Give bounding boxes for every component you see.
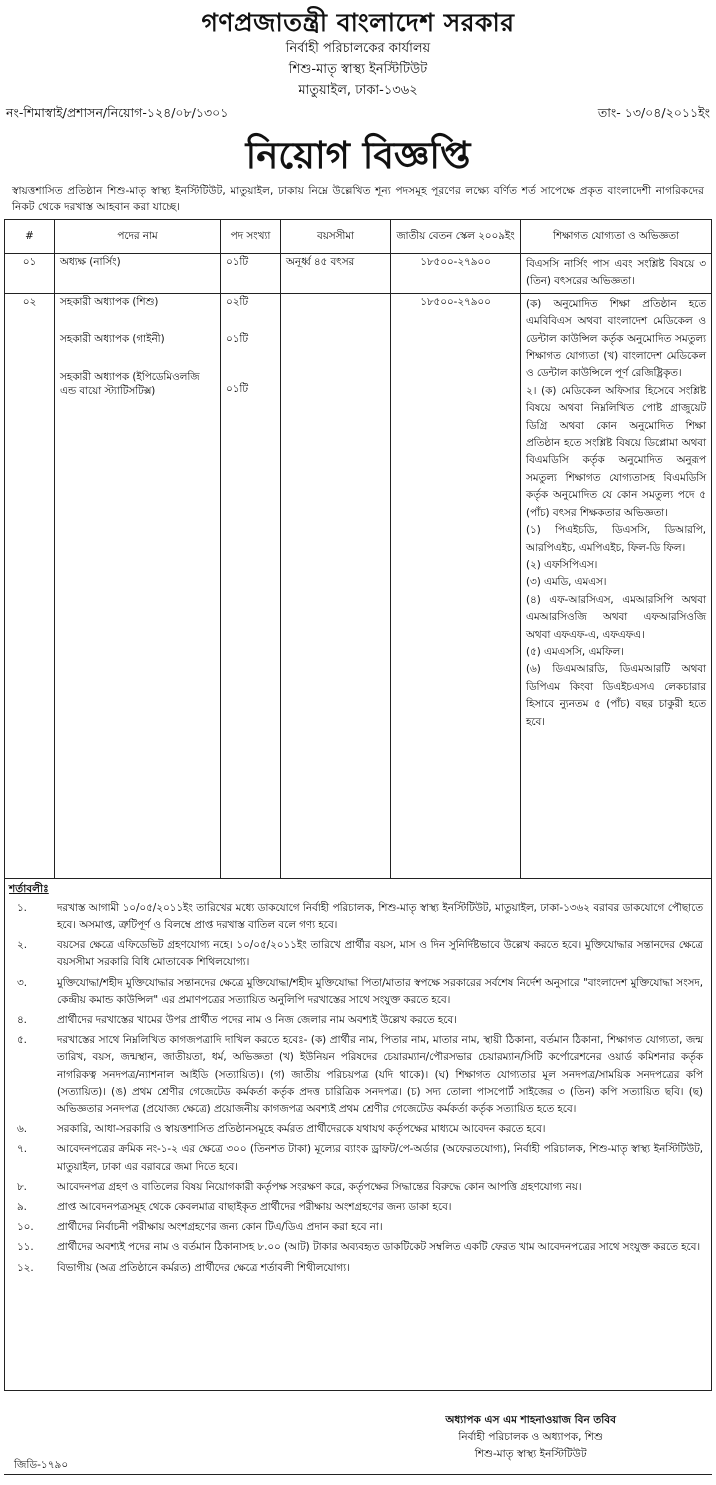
condition-item xyxy=(9,1032,707,1118)
count-gynae: ০১টি xyxy=(226,333,248,346)
condition-item xyxy=(9,1179,707,1196)
condition-text: দরখাস্ত আগামী ১০/০৫/২০১১ইং তারিখের মধ্যে ডাকযোগে নির্বাহী পরিচালক, শিশু-মাতৃ স্বাস্থ্য ইনস্টিটিউট, মাতুয়াইল, ঢাকা-১৩৬২ বরাবর ডাকযোগে পৌছাতে হবে। অসমাপ্ত, ত্রুটিপূর্ণ ও বিলম্বে প্রাপ্ত দরখাস্ত বাতিল বলে গণ্য হবে। xyxy=(57,901,703,932)
condition-text: প্রার্থীদের দরখাস্তের খামের উপর প্রার্থীত পদের নাম ও নিজ জেলার নাম অবশ্যই উল্লেখ করতে হবে। xyxy=(57,1014,457,1027)
header-pay-scale: জাতীয় বেতন স্কেল ২০০৯ইং xyxy=(391,220,521,254)
condition-number: ১২. xyxy=(17,1261,34,1274)
qualification-item: (৩) এমডি, এমএস। xyxy=(526,576,607,589)
condition-number: ৫. xyxy=(17,1034,27,1047)
table-header-row xyxy=(5,220,712,254)
condition-number: ৭. xyxy=(17,1143,27,1156)
count-epidemiology: ০১টি xyxy=(226,382,248,395)
count-pediatrics: ০২টি xyxy=(226,295,248,308)
condition-text: আবেদনপত্র গ্রহণ ও বাতিলের বিষয় নিয়োগকারী কর্তৃপক্ষ সংরক্ষণ করে, কর্তৃপক্ষের সিদ্ধান্তের বিরুদ্ধে কোন আপত্তি গ্রহণযোগ্য নয়। xyxy=(57,1180,582,1193)
condition-text: সরকারি, আধা-সরকারি ও স্বায়ত্তশাসিত প্রতিষ্ঠানসমূহে কর্মরত প্রার্থীদেরকে যথাযথ কর্তৃপক্ষের মাধ্যমে আবেদন করতে হবে। xyxy=(57,1123,546,1136)
condition-number: ৬. xyxy=(17,1123,27,1136)
condition-item xyxy=(9,975,707,1009)
qualification-item: ২। (ক) মেডিকেল অফিসার হিসেবে সংশ্লিষ্ট বিষয়ে অথবা নিম্নলিখিত পোষ্ট গ্রাজুয়েট ডিগ্রি অথবা কোন অনুমোদিত শিক্ষা প্রতিষ্ঠান হতে সংশ্লিষ্ট বিষয়ে ডিপ্লোমা অথবা বিএমডিসি কর্তৃক অনুমোদিত অনুরূপ সমতুল্য শিক্ষাগত যোগ্যতাসহ বিএমডিসি কর্তৃক অনুমোদিত যে কোন সমতুল্য পদে ৫ (পাঁচ) বৎসর শিক্ষকতার অভিজ্ঞতা। xyxy=(526,384,706,519)
qualification-item: (৪) এফ-আরসিএস, এমআরসিপি অথবা এমআরসিওজি অথবা এফআরসিওজি অথবা এফএফ-এ, এফএফএ। xyxy=(526,593,706,641)
post-assistant-prof-pediatrics: সহকারী অধ্যাপক (শিশু) xyxy=(60,295,159,308)
government-name: গণপ্রজাতন্ত্রী বাংলাদেশ সরকার xyxy=(201,8,515,37)
condition-item xyxy=(9,1141,707,1175)
condition-item xyxy=(9,1260,707,1277)
row2-age xyxy=(281,293,391,878)
row1-count: ০১টি xyxy=(221,254,281,294)
condition-text: দরখাস্তের সাথে নিম্নলিখিত কাগজপত্রাদি দাখিল করতে হবেঃ- (ক) প্রার্থীর নাম, পিতার নাম, মাতার নাম, স্থায়ী ঠিকানা, বর্তমান ঠিকানা, শিক্ষাগত যোগ্যতা, জন্ম তারিখ, বয়স, জন্মস্থান, জাতীয়তা, ধর্ম, অভিজ্ঞতা (খ) ইউনিয়ন পরিষদের চেয়ারম্যান/পৌরসভার চেয়ারম্যান/সিটি কর্পোরেশনের ওয়ার্ড কমিশনার কর্তৃক নাগরিকত্ব সনদপত্র/ন্যাশনাল আইডি (সত্যায়িত)। (গ) জাতীয় পরিচয়পত্র (যদি থাকে)। (ঘ) শিক্ষাগত যোগ্যতার মূল সনদপত্র/সাময়িক সনদপত্রের কপি (সত্যায়িত)। (ঙ) প্রথম শ্রেণীর গেজেটেড কর্মকর্তা কর্তৃক প্রদত্ত চারিত্রিক সনদপত্র। (চ) সদ্য তোলা পাসপোর্ট সাইজের ৩ (তিন) কপি সত্যায়িত ছবি। (ছ) অভিজ্ঞতার সনদপত্র (প্রযোজ্য ক্ষেত্রে) প্রয়োজনীয় কাগজপত্র অবশ্যই প্রথম শ্রেণীর গেজেটেড কর্মকর্তা কর্তৃক সত্যায়িত হতে হবে। xyxy=(57,1034,703,1116)
row1-age: অনূর্ধ্ব ৪৫ বৎসর xyxy=(281,254,391,294)
row2-pay: ১৮৫০০-২৭৯০০ xyxy=(391,293,521,878)
memo-date: তাং- ১৩/০৪/২০১১ইং xyxy=(597,105,710,120)
condition-text: প্রার্থীদের নির্বাচনী পরীক্ষায় অংশগ্রহণের জন্য কোন টিএ/ডিএ প্রদান করা হবে না। xyxy=(57,1221,383,1234)
row1-post: অধ্যক্ষ (নার্সিং) xyxy=(55,254,221,294)
post-assistant-prof-gynae: সহকারী অধ্যাপক (গাইনী) xyxy=(60,333,165,346)
row1-qualification-text: বিএসসি নার্সিং পাস এবং সংশ্লিষ্ট বিষয়ে ৩ (তিন) বৎসরের অভিজ্ঞতা। xyxy=(526,258,706,288)
header-post-name: পদের নাম xyxy=(55,220,221,254)
row2-posts xyxy=(55,293,221,878)
office-name: নির্বাহী পরিচালকের কার্যালয় xyxy=(285,41,431,56)
condition-item xyxy=(9,1199,707,1216)
condition-number: ৯. xyxy=(17,1201,27,1214)
row2-counts xyxy=(221,293,281,878)
qualification-item: (ক) অনুমোদিত শিক্ষা প্রতিষ্ঠান হতে এমবিবিএস অথবা বাংলাদেশ মেডিকেল ও ডেন্টাল কাউন্সিল কর্তৃক অনুমোদিত সমতুল্য শিক্ষাগত যোগ্যতা (খ) বাংলাদেশ মেডিকেল ও ডেন্টাল কাউন্সিলে পূর্ণ রেজিষ্ট্রিকৃত। xyxy=(526,297,706,380)
condition-item xyxy=(9,1239,707,1256)
header-post-count: পদ সংখ্যা xyxy=(221,220,281,254)
qualification-item: (৫) এমএসসি, এমফিল। xyxy=(526,645,624,658)
row1-serial: ০১ xyxy=(5,254,55,294)
header-qualification: শিক্ষাগত যোগ্যতা ও অভিজ্ঞতা xyxy=(521,220,712,254)
header-age-limit: বয়সসীমা xyxy=(281,220,391,254)
signatory-name: অধ্যাপক এস এম শাহনাওয়াজ বিন তবিব xyxy=(445,1414,616,1426)
header-serial: # xyxy=(5,220,55,254)
condition-number: ৮. xyxy=(17,1180,27,1193)
post-assistant-prof-epidemiology: সহকারী অধ্যাপক (ইপিডেমিওলজি এন্ড বায়ো স্ট্যাটিসটিক্স) xyxy=(60,370,200,397)
letterhead xyxy=(4,0,712,103)
condition-number: ৪. xyxy=(17,1014,27,1027)
condition-text: প্রাপ্ত আবেদনপত্রসমূহ থেকে কেবলমাত্র বাছাইকৃত প্রার্থীদের পরীক্ষায় অংশগ্রহণের জন্য ডাকা হবে। xyxy=(57,1201,452,1214)
condition-item xyxy=(9,1121,707,1138)
condition-number: ২. xyxy=(17,939,27,952)
row2-serial: ০২ xyxy=(5,293,55,878)
condition-number: ১১. xyxy=(17,1241,34,1254)
condition-text: আবেদনপত্রের ক্রমিক নং-১-২ এর ক্ষেত্রে ৩০০ (তিনশত টাকা) মূল্যের ব্যাংক ড্রাফট/পে-অর্ডার (অফেরতযোগ্য), নির্বাহী পরিচালক, শিশু-মাতৃ স্বাস্থ্য ইনস্টিটিউট, মাতুয়াইল, ঢাকা এর বরাবরে জমা দিতে হবে। xyxy=(57,1143,703,1173)
table-row xyxy=(5,293,712,878)
condition-text: বিভাগীয় (অত্র প্রতিষ্ঠানে কর্মরত) প্রার্থীদের ক্ষেত্রে শর্তাবলী শিথীলযোগ্য। xyxy=(57,1261,350,1274)
row1-qualification xyxy=(521,254,712,294)
posts-table xyxy=(4,219,712,879)
conditions-section xyxy=(4,879,712,1391)
condition-number: ৩. xyxy=(17,976,27,989)
condition-text: মুক্তিযোদ্ধা/শহীদ মুক্তিযোদ্ধার সন্তানদের ক্ষেত্রে মুক্তিযোদ্ধা/শহীদ মুক্তিযোদ্ধা পিতা/মাতার স্বপক্ষে সরকারের সর্বশেষ নির্দেশ অনুসারে "বাংলাদেশ মুক্তিযোদ্ধা সংসদ, কেন্দ্রীয় কমান্ড কাউন্সিল" এর প্রমাণপত্রের সত্যায়িত অনুলিপি দরখাস্তের সাথে সংযুক্ত করতে হবে। xyxy=(57,976,703,1006)
signatory-designation: নির্বাহী পরিচালক ও অধ্যাপক, শিশু xyxy=(458,1431,603,1443)
condition-item xyxy=(9,937,707,971)
conditions-title: শর্তাবলীঃ xyxy=(9,882,49,895)
row1-pay: ১৮৫০০-২৭৯০০ xyxy=(391,254,521,294)
gd-code: জিডি-১৭৯০ xyxy=(14,1459,69,1471)
bottom-divider xyxy=(4,1474,712,1475)
condition-text: বয়সের ক্ষেত্রে এফিডেভিট গ্রহণযোগ্য নহে। ১০/০৫/২০১১ইং তারিখে প্রার্থীর বয়স, মাস ও দিন সুনির্দিষ্টভাবে উল্লেখ করতে হবে। মুক্তিযোদ্ধার সন্তানদের ক্ষেত্রে বয়সসীমা সরকারি বিধি মোতাবেক শিথিলযোগ্য। xyxy=(57,939,703,969)
institute-address: মাতুয়াইল, ঢাকা-১৩৬২ xyxy=(298,83,418,98)
condition-item xyxy=(9,1219,707,1236)
condition-text: প্রার্থীদের অবশ্যই পদের নাম ও বর্তমান ঠিকানাসহ ৮.০০ (আট) টাকার অব্যবহৃত ডাকটিকেট সম্বলিত একটি ফেরত খাম আবেদনপত্রের সাথে সংযুক্ত করতে হবে। xyxy=(57,1241,701,1254)
notice-title: নিয়োগ বিজ্ঞপ্তি xyxy=(245,134,471,177)
qualification-item: (১) পিএইচডি, ডিএসসি, ডিআরপি, আরপিএইচ, এমপিএইচ, ফিল-ডি ফিল। xyxy=(526,524,706,554)
row2-qualification xyxy=(521,293,712,878)
signature-block xyxy=(445,1412,616,1463)
qualification-item: (২) এফসিপিএস। xyxy=(526,558,598,571)
condition-number: ১. xyxy=(17,901,27,914)
condition-number: ১০. xyxy=(17,1221,34,1234)
memo-number: নং-শিমাস্বাই/প্রশাসন/নিয়োগ-১২৪/০৮/১৩০১ xyxy=(6,105,229,120)
condition-item xyxy=(9,900,707,934)
signatory-institute: শিশু-মাতৃ স্বাস্থ্য ইনস্টিটিউট xyxy=(474,1448,587,1460)
table-row xyxy=(5,254,712,294)
reference-line xyxy=(4,105,712,129)
intro-paragraph: স্বায়ত্তশাসিত প্রতিষ্ঠান শিশু-মাতৃ স্বাস্থ্য ইনস্টিটিউট, মাতুয়াইল, ঢাকায় নিম্নে উল্লেখিত শূন্য পদসমূহ পূরণের লক্ষ্যে বর্ণিত শর্ত সাপেক্ষে প্রকৃত বাংলাদেশী নাগরিকদের নিকট থেকে দরখাস্ত আহবান করা যাচ্ছে। xyxy=(12,185,704,213)
condition-item xyxy=(9,1012,707,1029)
institute-name: শিশু-মাতৃ স্বাস্থ্য ইনস্টিটিউট xyxy=(288,62,428,77)
qualification-item: (৬) ডিএমআরডি, ডিএমআরটি অথবা ডিপিএম কিংবা ডিএইচএসএ লেকচারার হিসাবে ন্যুনতম ৫ (পাঁচ) বছর চাকুরী হতে হবে। xyxy=(526,663,706,728)
